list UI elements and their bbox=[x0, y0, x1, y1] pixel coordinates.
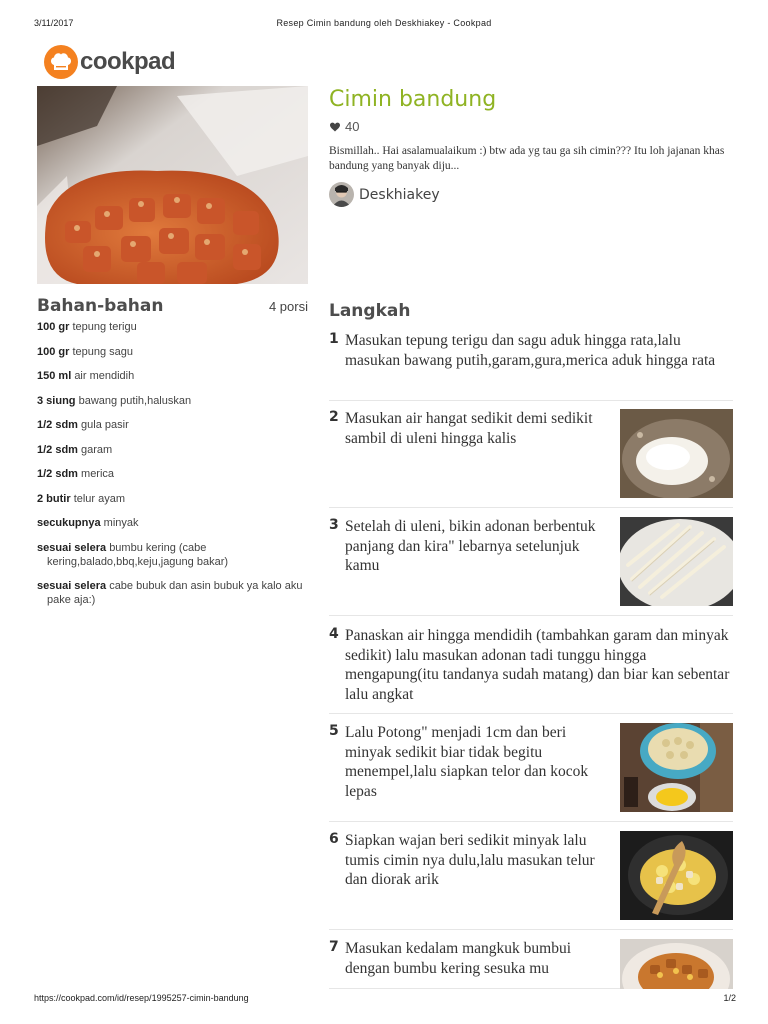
step-item bbox=[329, 517, 733, 616]
ingredient-item bbox=[37, 320, 308, 334]
ingredient-qty: 1/2 sdm bbox=[37, 468, 78, 480]
ingredient-qty: secukupnya bbox=[37, 517, 101, 529]
ingredient-name: minyak bbox=[103, 517, 139, 529]
heart-icon bbox=[329, 121, 341, 133]
ingredient-item bbox=[37, 541, 308, 569]
step-photo bbox=[620, 939, 733, 989]
ingredient-qty: 1/2 sdm bbox=[37, 419, 78, 431]
step-number: 7 bbox=[329, 939, 339, 955]
ingredient-qty: 1/2 sdm bbox=[37, 443, 78, 456]
step-photo bbox=[620, 723, 733, 812]
print-page-number: 1/2 bbox=[723, 993, 736, 1003]
ingredient-qty: 100 gr bbox=[37, 321, 70, 333]
ingredient-item bbox=[37, 467, 308, 481]
step-text: Masukan tepung terigu dan sagu aduk hingga rata,lalu masukan bawang putih,garam,gura,merica aduk hingga rata bbox=[345, 332, 716, 369]
ingredient-item bbox=[37, 418, 308, 432]
ingredient-item bbox=[37, 492, 308, 506]
print-url: https://cookpad.com/id/resep/1995257-cimin-bandung bbox=[34, 993, 249, 1003]
cookpad-logo[interactable] bbox=[44, 44, 175, 80]
step-item bbox=[329, 626, 733, 714]
ingredients-yield: 4 porsi bbox=[268, 299, 308, 314]
step-text: Masukan kedalam mangkuk bumbui dengan bumbu kering sesuka mu bbox=[345, 940, 571, 977]
step-item bbox=[329, 831, 733, 930]
step-number: 4 bbox=[329, 626, 339, 642]
ingredient-item bbox=[37, 394, 308, 408]
ingredients-header bbox=[37, 296, 308, 316]
step-item bbox=[329, 409, 733, 508]
step-photo bbox=[620, 831, 733, 920]
step-number: 2 bbox=[329, 409, 339, 425]
recipe-hero-image bbox=[37, 86, 308, 284]
step-text: Panaskan air hingga mendidih (tambahkan garam dan minyak sedikit) lalu masukan adonan tadi tunggu hingga mengapung(itu tandanya sudah matang) dan biar kan sebentar lalu angkat bbox=[345, 627, 730, 703]
recipe-title: Cimin bandung bbox=[329, 87, 497, 112]
recipe-description: Bismillah.. Hai asalamualaikum :) btw ada yg tau ga sih cimin??? Itu loh jajanan khas bandung yang banyak diju... bbox=[329, 145, 725, 172]
print-title: Resep Cimin bandung oleh Deskhiakey - Cookpad bbox=[276, 18, 492, 28]
step-text: Setelah di uleni, bikin adonan berbentuk panjang dan kira" lebarnya setelunjuk kamu bbox=[345, 518, 596, 574]
ingredients-title: Bahan-bahan bbox=[37, 296, 164, 316]
ingredient-qty: 100 gr bbox=[37, 345, 70, 358]
step-text: Siapkan wajan beri sedikit minyak lalu tumis cimin nya dulu,lalu masukan telur dan diorak arik bbox=[345, 832, 595, 888]
step-text: Masukan air hangat sedikit demi sedikit sambil di uleni hingga kalis bbox=[345, 410, 593, 447]
ingredient-name: gula pasir bbox=[81, 419, 129, 431]
step-number: 6 bbox=[329, 831, 339, 847]
step-photo bbox=[620, 517, 733, 606]
likes-count[interactable] bbox=[329, 119, 359, 134]
print-footer bbox=[0, 993, 768, 1007]
ingredient-item bbox=[37, 579, 308, 607]
ingredient-item bbox=[37, 516, 308, 530]
step-item bbox=[329, 331, 733, 401]
ingredient-name: air mendidih bbox=[74, 370, 135, 382]
likes-value: 40 bbox=[345, 119, 360, 134]
author-avatar bbox=[329, 182, 354, 207]
ingredient-name: merica bbox=[81, 468, 115, 480]
ingredient-item bbox=[37, 443, 308, 457]
ingredient-name: bawang putih,haluskan bbox=[78, 394, 192, 407]
ingredient-qty: sesuai selera bbox=[37, 580, 107, 592]
author-link[interactable] bbox=[329, 182, 440, 207]
chef-hat-icon bbox=[44, 45, 78, 79]
ingredient-name: bumbu kering (cabe kering,balado,bbq,keju,jagung bakar) bbox=[47, 541, 229, 568]
print-header bbox=[0, 18, 768, 32]
ingredients-list bbox=[37, 320, 308, 618]
print-date: 3/11/2017 bbox=[34, 18, 74, 28]
ingredient-item bbox=[37, 345, 308, 359]
step-text: Lalu Potong" menjadi 1cm dan beri minyak sedikit biar tidak begitu menempel,lalu siapkan telor dan kocok lepas bbox=[345, 724, 589, 800]
steps-title: Langkah bbox=[329, 301, 411, 321]
step-item bbox=[329, 723, 733, 822]
step-number: 5 bbox=[329, 723, 339, 739]
ingredient-name: tepung sagu bbox=[72, 345, 134, 358]
ingredient-name: telur ayam bbox=[73, 492, 126, 505]
step-item bbox=[329, 939, 733, 989]
ingredient-name: cabe bubuk dan asin bubuk ya kalo aku pake aja:) bbox=[47, 580, 303, 606]
ingredient-qty: 150 ml bbox=[37, 370, 72, 382]
ingredient-qty: 2 butir bbox=[37, 492, 71, 505]
author-name: Deskhiakey bbox=[359, 186, 440, 203]
step-number: 3 bbox=[329, 517, 339, 533]
ingredient-qty: 3 siung bbox=[37, 394, 76, 407]
ingredient-name: garam bbox=[81, 443, 113, 456]
ingredient-name: tepung terigu bbox=[72, 321, 137, 333]
step-number: 1 bbox=[329, 331, 339, 347]
step-photo bbox=[620, 409, 733, 498]
ingredient-qty: sesuai selera bbox=[37, 541, 107, 554]
brand-name: cookpad bbox=[80, 48, 176, 75]
ingredient-item bbox=[37, 369, 308, 383]
